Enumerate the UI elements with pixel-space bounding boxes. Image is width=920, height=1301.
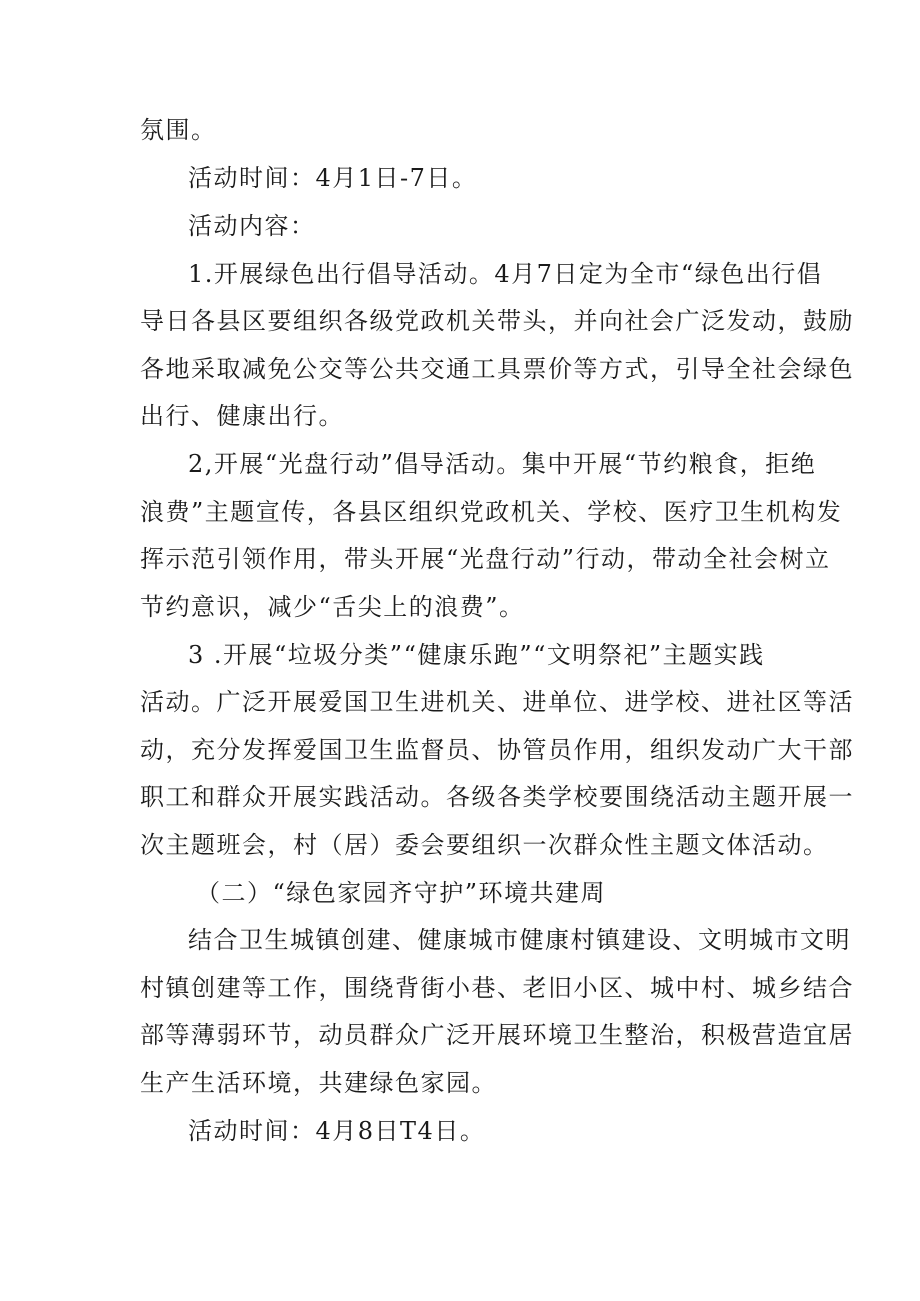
activity-time-line: 活动时间：4月1日-7日。 <box>188 164 478 192</box>
text-line: 挥示范引领作用，带头开展“光盘行动”行动，带动全社会树立 <box>140 545 831 573</box>
text-line: 村镇创建等工作，围绕背街小巷、老旧小区、城中村、城乡结合 <box>140 974 854 1002</box>
text-line: 出行、健康出行。 <box>140 402 344 430</box>
text-line: 职工和群众开展实践活动。各级各类学校要围绕活动主题开展一 <box>140 783 854 811</box>
text-line: 动，充分发挥爱国卫生监督员、协管员作用，组织发动广大干部 <box>140 736 854 764</box>
text-line: 节约意识，减少“舌尖上的浪费”。 <box>140 593 525 621</box>
section-heading: （二）“绿色家园齐守护”环境共建周 <box>196 879 607 907</box>
text-line: 3 .开展“垃圾分类”“健康乐跑”“文明祭祀”主题实践 <box>188 641 765 669</box>
activity-time-line: 活动时间：4月8日T4日。 <box>188 1117 486 1145</box>
text-line: 部等薄弱环节，动员群众广泛开展环境卫生整治，积极营造宜居 <box>140 1021 854 1049</box>
text-line: 1.开展绿色出行倡导活动。4月7日定为全市“绿色出行倡 <box>188 260 823 288</box>
text-line: 2,开展“光盘行动”倡导活动。集中开展“节约粮食，拒绝 <box>188 450 817 478</box>
text-line: 结合卫生城镇创建、健康城市健康村镇建设、文明城市文明 <box>188 926 851 954</box>
text-line: 各地采取减免公交等公共交通工具票价等方式，引导全社会绿色 <box>140 355 854 383</box>
text-line: 生产生活环境，共建绿色家园。 <box>140 1069 497 1097</box>
text-line: 浪费”主题宣传，各县区组织党政机关、学校、医疗卫生机构发 <box>140 498 843 526</box>
text-line: 活动。广泛开展爱国卫生进机关、进单位、进学校、进社区等活 <box>140 688 854 716</box>
activity-content-heading: 活动内容： <box>188 212 316 240</box>
text-line: 次主题班会，村（居）委会要组织一次群众性主题文体活动。 <box>140 831 829 859</box>
text-line: 导日各县区要组织各级党政机关带头，并向社会广泛发动，鼓励 <box>140 307 854 335</box>
text-line: 氛围。 <box>140 116 217 144</box>
